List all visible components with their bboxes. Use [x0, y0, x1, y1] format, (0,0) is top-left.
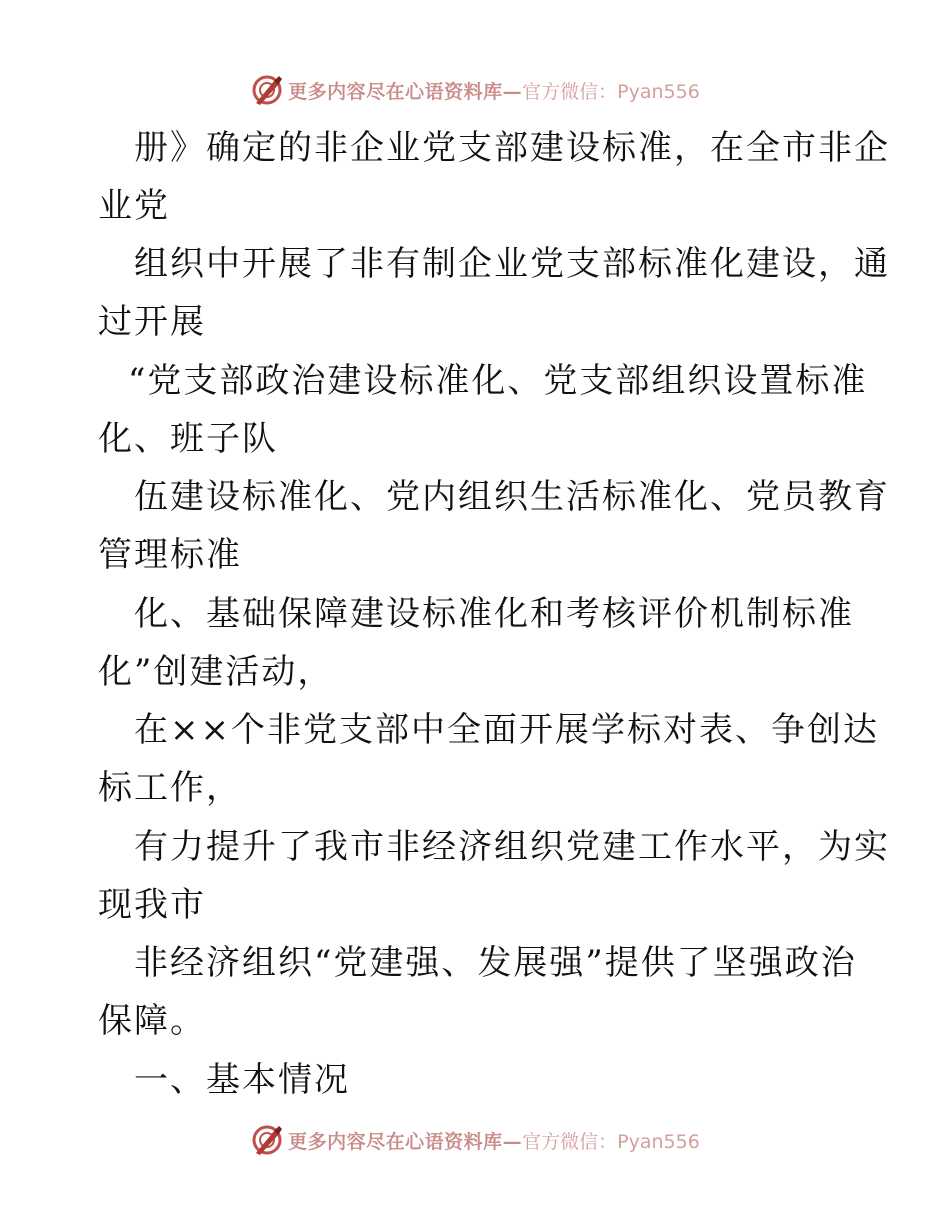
paragraph-line: 现我市 [98, 885, 206, 925]
paragraph-line: 业党 [98, 186, 170, 226]
watermark-contact: 官方微信：Pyan556 [522, 80, 700, 103]
section-heading: 一、基本情况 [134, 1060, 350, 1100]
paragraph-line: 过开展 [98, 302, 206, 342]
watermark-contact: 官方微信：Pyan556 [522, 1130, 700, 1153]
watermark-text: 更多内容尽在心语资料库— [288, 1130, 523, 1153]
paragraph-line: 册》确定的非企业党支部建设标准，在全市非企 [134, 128, 890, 168]
paragraph-line: 在××个非党支部中全面开展学标对表、争创达 [134, 710, 879, 750]
paragraph-line: “党支部政治建设标准化、党支部组织设置标准 [128, 361, 868, 401]
paragraph-line: 标工作， [98, 768, 242, 808]
paragraph-line: 化、基础保障建设标准化和考核评价机制标准 [134, 594, 854, 634]
paragraph-line: 化”创建活动， [98, 652, 334, 692]
pen-seal-icon [250, 1123, 284, 1157]
paragraph-line: 伍建设标准化、党内组织生活标准化、党员教育 [134, 477, 890, 517]
paragraph-line: 管理标准 [98, 535, 242, 575]
paragraph-line: 保障。 [98, 1001, 206, 1041]
footer-watermark [0, 1122, 950, 1158]
paragraph-line: 化、班子队 [98, 419, 278, 459]
paragraph-line: 有力提升了我市非经济组织党建工作水平，为实 [134, 827, 890, 867]
paragraph-line: 非经济组织“党建强、发展强”提供了坚强政治 [134, 943, 857, 983]
paragraph-line: 组织中开展了非有制企业党支部标准化建设，通 [134, 244, 890, 284]
watermark-text: 更多内容尽在心语资料库— [288, 80, 523, 103]
